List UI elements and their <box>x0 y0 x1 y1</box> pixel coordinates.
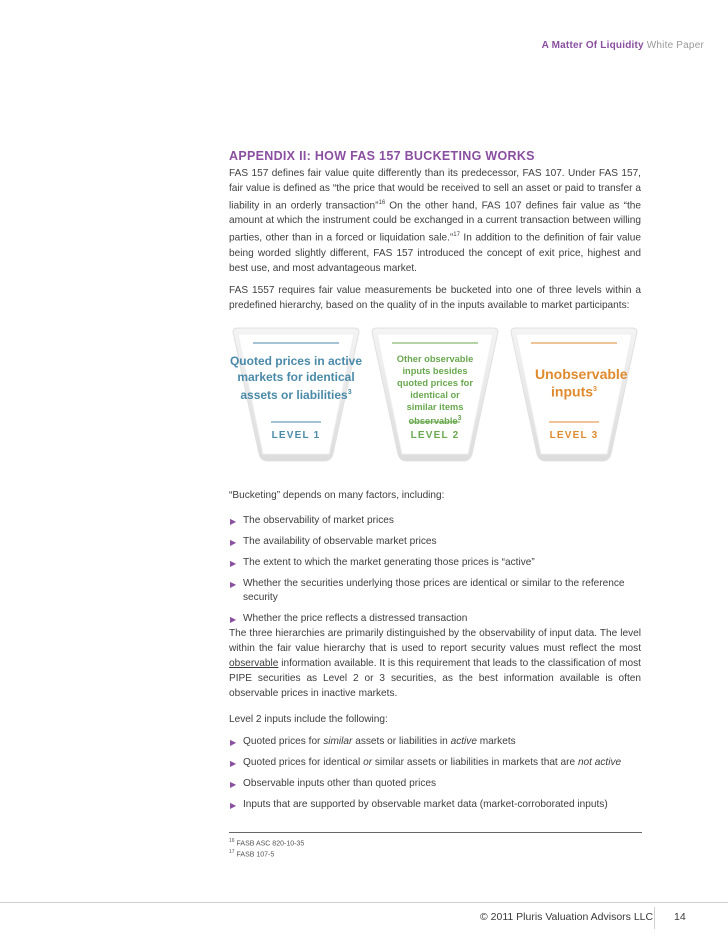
bullet-triangle-icon: ▶ <box>230 780 237 789</box>
level-2-cup <box>368 326 502 464</box>
list-item <box>229 798 641 812</box>
bullet-triangle-icon: ▶ <box>230 559 237 568</box>
level-3-label: LEVEL 3 <box>549 430 599 441</box>
list-item-italic: similar <box>323 736 353 747</box>
paragraph-fair-value-definition <box>229 166 641 276</box>
p1-text-b: On the other hand, FAS 107 defines fair value as “the amount at which the instrument could be exchanged in a current transaction between willing parties, other than in a forced or liquidation sale.” <box>229 200 642 244</box>
list-item-italic: not active <box>577 757 622 768</box>
bullet-triangle-icon: ▶ <box>230 615 237 624</box>
list-item <box>229 556 641 570</box>
list-item <box>229 535 641 549</box>
paragraph-observability <box>229 626 641 701</box>
list-item-text: Whether the price reflects a distressed transaction <box>243 613 468 624</box>
page-number: 14 <box>674 911 686 923</box>
footer-divider <box>0 902 728 903</box>
list-item-italic: or <box>363 757 373 768</box>
list-item <box>229 756 641 770</box>
list-item <box>229 777 641 791</box>
footnote-number: 16 <box>229 838 235 844</box>
list-item-text: The observability of market prices <box>243 515 394 526</box>
bullet-triangle-icon: ▶ <box>230 738 237 747</box>
list-item <box>229 735 641 749</box>
list-item-text: Observable inputs other than quoted prices <box>243 778 437 789</box>
p1-text-c: In addition to the definition of fair value being worded slightly different, FAS 157 introduced the concept of exit price, highest and best use, and most advantageous market. <box>229 232 641 274</box>
list-item-text: Inputs that are supported by observable market data (market-corroborated inputs) <box>243 799 608 810</box>
bucketing-intro: “Bucketing” depends on many factors, including: <box>229 490 445 501</box>
p1-text-a: FAS 157 defines fair value quite differently than its predecessor, FAS 107. Under FAS 157, fair value is defined as “the price that would be received to sell an asset or paid to transfer a liability in an orderly transaction” <box>229 168 641 212</box>
footnote-divider <box>229 832 642 833</box>
header-tag: White Paper <box>646 40 704 51</box>
level-2-inputs-list <box>229 735 641 819</box>
level-1-label: LEVEL 1 <box>271 430 321 441</box>
level-2-text: Other observable inputs besides quoted prices for identical or similar items observable <box>396 354 474 427</box>
list-item-text: Whether the securities underlying those prices are identical or similar to the reference security <box>243 578 625 603</box>
footnote-17 <box>229 849 274 858</box>
footnote-number: 17 <box>229 849 235 855</box>
level-hierarchy-diagram <box>229 326 641 464</box>
list-item <box>229 612 641 626</box>
level-1-description <box>229 354 363 404</box>
level-2-label: LEVEL 2 <box>410 430 460 441</box>
level-1-text: Quoted prices in active markets for identical assets or liabilities <box>229 354 363 402</box>
bullet-triangle-icon: ▶ <box>230 580 237 589</box>
running-header <box>542 40 704 51</box>
list-item-text: The availability of observable market prices <box>243 536 437 547</box>
bullet-triangle-icon: ▶ <box>230 759 237 768</box>
footnote-text: FASB 107-5 <box>236 851 275 859</box>
paragraph-level2-intro: Level 2 inputs include the following: <box>229 714 388 725</box>
level-3-description <box>507 366 641 400</box>
level-1-cup <box>229 326 363 464</box>
level-2-sup: 3 <box>457 415 462 422</box>
list-item-text: The extent to which the market generating those prices is “active” <box>243 557 535 568</box>
list-item <box>229 514 641 528</box>
p3-text-b: information available. It is this requirement that leads to the classification of most PIPE securities as Level 2 or 3 securities, as the best information available is often observable prices in inactive markets. <box>229 658 641 699</box>
footnote-ref-17: 17 <box>453 232 460 239</box>
list-item-italic: active <box>450 736 477 747</box>
list-item-text: markets <box>476 736 516 747</box>
bullet-triangle-icon: ▶ <box>230 538 237 547</box>
level-1-sup: 3 <box>347 389 352 396</box>
level-3-text: Unobservable inputs <box>535 366 628 400</box>
list-item-text: Quoted prices for identical <box>243 757 364 768</box>
copyright-notice: © 2011 Pluris Valuation Advisors LLC <box>480 911 654 923</box>
p3-text-a: The three hierarchies are primarily distinguished by the observability of input data. The level within the fair value hierarchy that is used to report security values must reflect the most <box>229 628 641 654</box>
footer-separator <box>654 907 655 929</box>
section-title: APPENDIX II: HOW FAS 157 BUCKETING WORKS <box>229 149 535 163</box>
level-3-sup: 3 <box>593 386 597 393</box>
list-item-text: Quoted prices for <box>243 736 324 747</box>
bullet-triangle-icon: ▶ <box>230 517 237 526</box>
footnote-16 <box>229 838 304 847</box>
list-item <box>229 577 641 605</box>
level-3-cup <box>507 326 641 464</box>
bullet-triangle-icon: ▶ <box>230 801 237 810</box>
footnote-ref-16: 16 <box>378 200 386 206</box>
paragraph-hierarchy-intro: FAS 1557 requires fair value measurements be bucketed into one of three levels within a predefined hierarchy, based on the quality of in the inputs available to market participants: <box>229 285 641 311</box>
list-item-text: assets or liabilities in <box>352 736 451 747</box>
list-item-text: similar assets or liabilities in markets that are <box>372 757 578 768</box>
header-brand: A Matter Of Liquidity <box>541 40 644 51</box>
footnote-text: FASB ASC 820-10-35 <box>236 840 305 848</box>
bucketing-factors-list <box>229 514 641 633</box>
p3-underlined-word: observable <box>229 658 279 669</box>
level-2-description <box>368 353 502 427</box>
